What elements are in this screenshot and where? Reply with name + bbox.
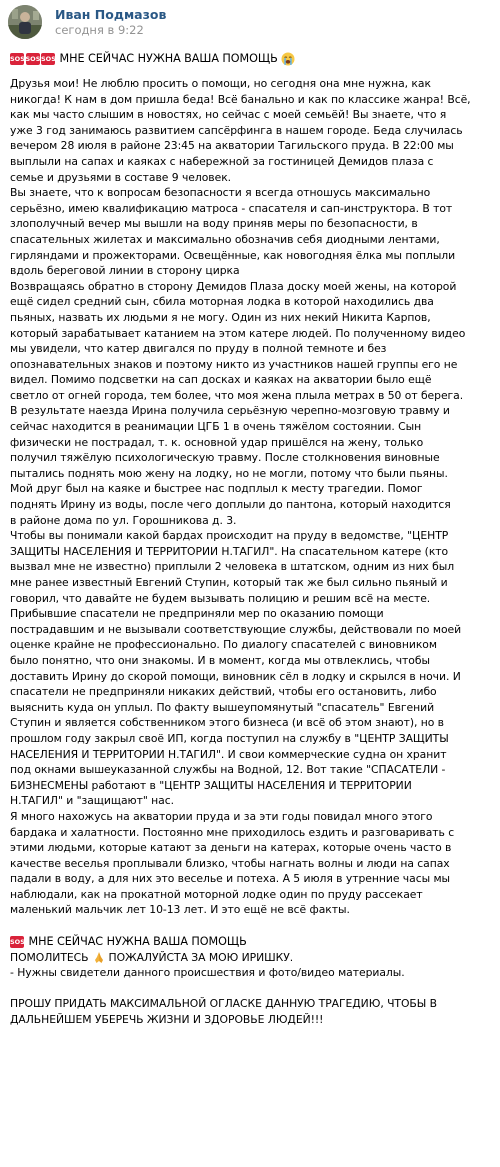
post-body bbox=[10, 76, 496, 918]
body-text-line: опознавательных знаков и поэтому никто из участников нашей группы его не bbox=[10, 357, 458, 371]
body-text-line: никогда! К нам в дом пришла беда! Всё банально и как по классике жанра! Всё, bbox=[10, 92, 471, 106]
post-timestamp[interactable]: сегодня в 9:22 bbox=[55, 22, 144, 37]
body-text-line: В результате наезда Ирина получила серьёзную черепно-мозговую травму и bbox=[10, 404, 450, 418]
body-text-line: ЗАЩИТЫ НАСЕЛЕНИЯ И ТЕРРИТОРИИ Н.ТАГИЛ". На спасательном катере (кто bbox=[10, 544, 449, 558]
body-text-line: светло от огней города, тем более, что моя жена плыла метрах в 50 от берега. bbox=[10, 388, 464, 402]
body-text-line: поднять Ирину из воды, после чего доплыли до пантона, который находится bbox=[10, 498, 451, 512]
closing-statement bbox=[10, 996, 496, 1027]
body-text-line: падали в воду, а для них это веселье и потеха. А 5 июля в утренние часы мы bbox=[10, 872, 451, 886]
appeal-line-3: - Нужны свидетели данного происшествия и фото/видео материалы. bbox=[10, 966, 405, 980]
sos-icon: SOS bbox=[10, 937, 25, 946]
body-text-line: Чтобы вы понимали какой бардах происходит на пруду в ведомстве, "ЦЕНТР bbox=[10, 529, 449, 543]
body-text-line: под окнами вышеуказанной службы на Водной, 12. Вот такие "СПАСАТЕЛИ - bbox=[10, 763, 446, 777]
body-text-line: получил тяжёлую психологическую травму. После столкновения виновные bbox=[10, 451, 440, 465]
post-text bbox=[10, 50, 496, 1028]
loudly-crying-face-icon bbox=[281, 52, 295, 66]
body-text-line: серьёзно, имею квалификацию матроса - спасателя и сап-инструктора. В тот bbox=[10, 201, 453, 215]
spacer bbox=[10, 981, 496, 997]
body-text-line: гирляндами и прожекторами. Освещённые, как новогодняя ёлка мы поплыли bbox=[10, 248, 456, 262]
body-text-line: качестве веселья проплывали близко, чтобы нагнать волны и люди на сапах bbox=[10, 856, 450, 870]
body-text-line: НАСЕЛЕНИЯ И ТЕРРИТОРИИ Н.ТАГИЛ". И свои коммерческие судна он хранит bbox=[10, 747, 447, 761]
body-text-line: Мой друг был на каяке и быстрее нас подплыл к месту трагедии. Помог bbox=[10, 482, 423, 496]
body-text-line: Ступин и является собственником этого бизнеса (и всё об этом знают), но в bbox=[10, 716, 444, 730]
folded-hands-icon bbox=[93, 951, 105, 964]
body-text-line: Прибывшие спасатели не предприняли мер по оказанию помощи bbox=[10, 607, 384, 621]
appeal-line-2 bbox=[10, 950, 496, 966]
avatar-photo bbox=[8, 5, 42, 39]
body-text-line: пытались поднять мою жену на лодку, но не могли, потому что были пьяны. bbox=[10, 466, 448, 480]
body-text-line: бардака и халатности. Постоянно мне приходилось ездить и разговаривать с bbox=[10, 825, 455, 839]
author-block bbox=[55, 7, 166, 38]
body-text-line: выплыли на сапах и каяках с набережной за гостиницей Демидов плаза с bbox=[10, 154, 434, 168]
body-text-line: Н.ТАГИЛ" и "защищают" нас. bbox=[10, 794, 174, 808]
body-text-line: вечером 28 июля в районе 23:45 на акватории Тагильского пруда. В 22:00 мы bbox=[10, 139, 454, 153]
body-text-line: доставить Ирину до скорой помощи, виновник сёл в лодку и скрылся в ночи. И bbox=[10, 669, 461, 683]
body-text-line: сейчас находится в реанимации ЦГБ 1 в очень тяжёлом состоянии. Сын bbox=[10, 420, 422, 434]
closing-text-line: ДАЛЬНЕЙШЕМ УБЕРЕЧЬ ЖИЗНИ И ЗДОРОВЬЕ ЛЮДЕЙ!!! bbox=[10, 1013, 324, 1027]
author-name-link[interactable]: Иван Подмазов bbox=[55, 6, 167, 22]
body-text-line: этими людьми, которые катают за деньги на катерах, которые очень часто в bbox=[10, 841, 452, 855]
body-text-line: злополучный вечер мы вышли на воду приняв меры по безопасности, в bbox=[10, 217, 418, 231]
body-text-line: прошлом году закрыл своё ИП, когда поступил на службу в "ЦЕНТР ЗАЩИТЫ bbox=[10, 731, 449, 745]
body-text-line: который зарабатывает катанием на этом катере людей. По полученному видео bbox=[10, 326, 466, 340]
body-text-line: выяснить куда он уплыл. По факту вышеупомянутый "спасатель" Евгений bbox=[10, 700, 435, 714]
body-text-line: физически не пострадал, т. к. основной удар пришёлся на жену, только bbox=[10, 435, 424, 449]
post-header bbox=[8, 4, 166, 40]
appeal-line-1-text: МНЕ СЕЙЧАС НУЖНА ВАША ПОМОЩЬ bbox=[28, 934, 247, 948]
body-text-line: в районе дома по ул. Горошникова д. 3. bbox=[10, 513, 237, 527]
body-text-line: вдоль береговой линии в сторону цирка bbox=[10, 264, 240, 278]
spacer bbox=[10, 68, 496, 76]
body-text-line: семье и друзьями в составе 9 человек. bbox=[10, 170, 232, 184]
body-text-line: говорил, что давайте не будем вызывать полицию и решим всё на месте. bbox=[10, 591, 431, 605]
sos-icon: SOS bbox=[25, 55, 41, 63]
body-text-line: уже 3 год занимаюсь развитием сапсёрфинга в нашем городе. Беда случилась bbox=[10, 123, 463, 137]
body-text-line: мне ранее известный Евгений Ступин, который так же был сильно пьяный и bbox=[10, 576, 448, 589]
body-text-line: оценке крайне не профессионально. По диалогу спасателей с виновником bbox=[10, 638, 437, 652]
body-text-line: БИЗНЕСМЕНЫ работают в "ЦЕНТР ЗАЩИТЫ НАСЕЛЕНИЯ И ТЕРРИТОРИИ bbox=[10, 778, 412, 792]
closing-text-line: ПРОШУ ПРИДАТЬ МАКСИМАЛЬНОЙ ОГЛАСКЕ ДАННУЮ ТРАГЕДИЮ, ЧТОБЫ В bbox=[10, 997, 438, 1011]
body-text-line: вызвал мне не известно) приплыли 2 человека в штатском, одним из них был bbox=[10, 560, 455, 574]
body-text-line: спасательных жилетах и максимально обозначив себя диодными лентами, bbox=[10, 232, 440, 246]
appeal-line-2-before: ПОМОЛИТЕСЬ bbox=[10, 950, 89, 964]
body-text-line: ещё сидел средний сын, сбила моторная лодка в которой находились два bbox=[10, 295, 434, 309]
body-text-line: видел. Помимо подсветки на сап досках и каяках на акватории было ещё bbox=[10, 373, 432, 387]
body-text-line: было понятно, что они знакомы. И в момент, когда мы отвлеклись, чтобы bbox=[10, 653, 430, 667]
sos-icon: SOS bbox=[10, 55, 25, 63]
body-text-line: мы увидели, что катер двигался по пруду в полной темноте и без bbox=[10, 342, 387, 356]
spacer bbox=[10, 918, 496, 934]
body-text-line: маленький мальчик лет 10-13 лет. И это ещё не всё факты. bbox=[10, 903, 350, 917]
body-text-line: Друзья мои! Не люблю просить о помощи, но сегодня она мне нужна, как bbox=[10, 77, 431, 90]
body-text-line: спасатели не предприняли никаких действий, чтобы его остановить, либо bbox=[10, 685, 437, 699]
appeal-line-1 bbox=[10, 934, 496, 950]
post-headline bbox=[10, 50, 496, 68]
body-text-line: пострадавшим и не вызывали соответствующие службы, действовали по моей bbox=[10, 622, 462, 636]
avatar[interactable] bbox=[8, 5, 42, 39]
body-text-line: Вы знаете, что к вопросам безопасности я всегда отношусь максимально bbox=[10, 186, 431, 200]
body-text-line: Возвращаясь обратно в сторону Демидов Плаза доску моей жены, на которой bbox=[10, 279, 457, 293]
body-text-line: как мы часто слышим в новостях, но сейчас с моей семьёй! Вы знаете, что я bbox=[10, 108, 447, 122]
appeal-line-2-after: ПОЖАЛУЙСТА ЗА МОЮ ИРИШКУ. bbox=[108, 950, 294, 964]
body-text-line: Я много нахожусь на акватории пруда и за эти годы повидал много этого bbox=[10, 809, 433, 823]
body-text-line: наблюдали, как на прокатной моторной лодке один по пруду рассекает bbox=[10, 887, 423, 901]
headline-text: МНЕ СЕЙЧАС НУЖНА ВАША ПОМОЩЬ bbox=[59, 52, 278, 66]
sos-icon: SOS bbox=[41, 55, 56, 63]
body-text-line: пьяных, назвать их людьми я не могу. Один из них некий Никита Карпов, bbox=[10, 310, 431, 324]
